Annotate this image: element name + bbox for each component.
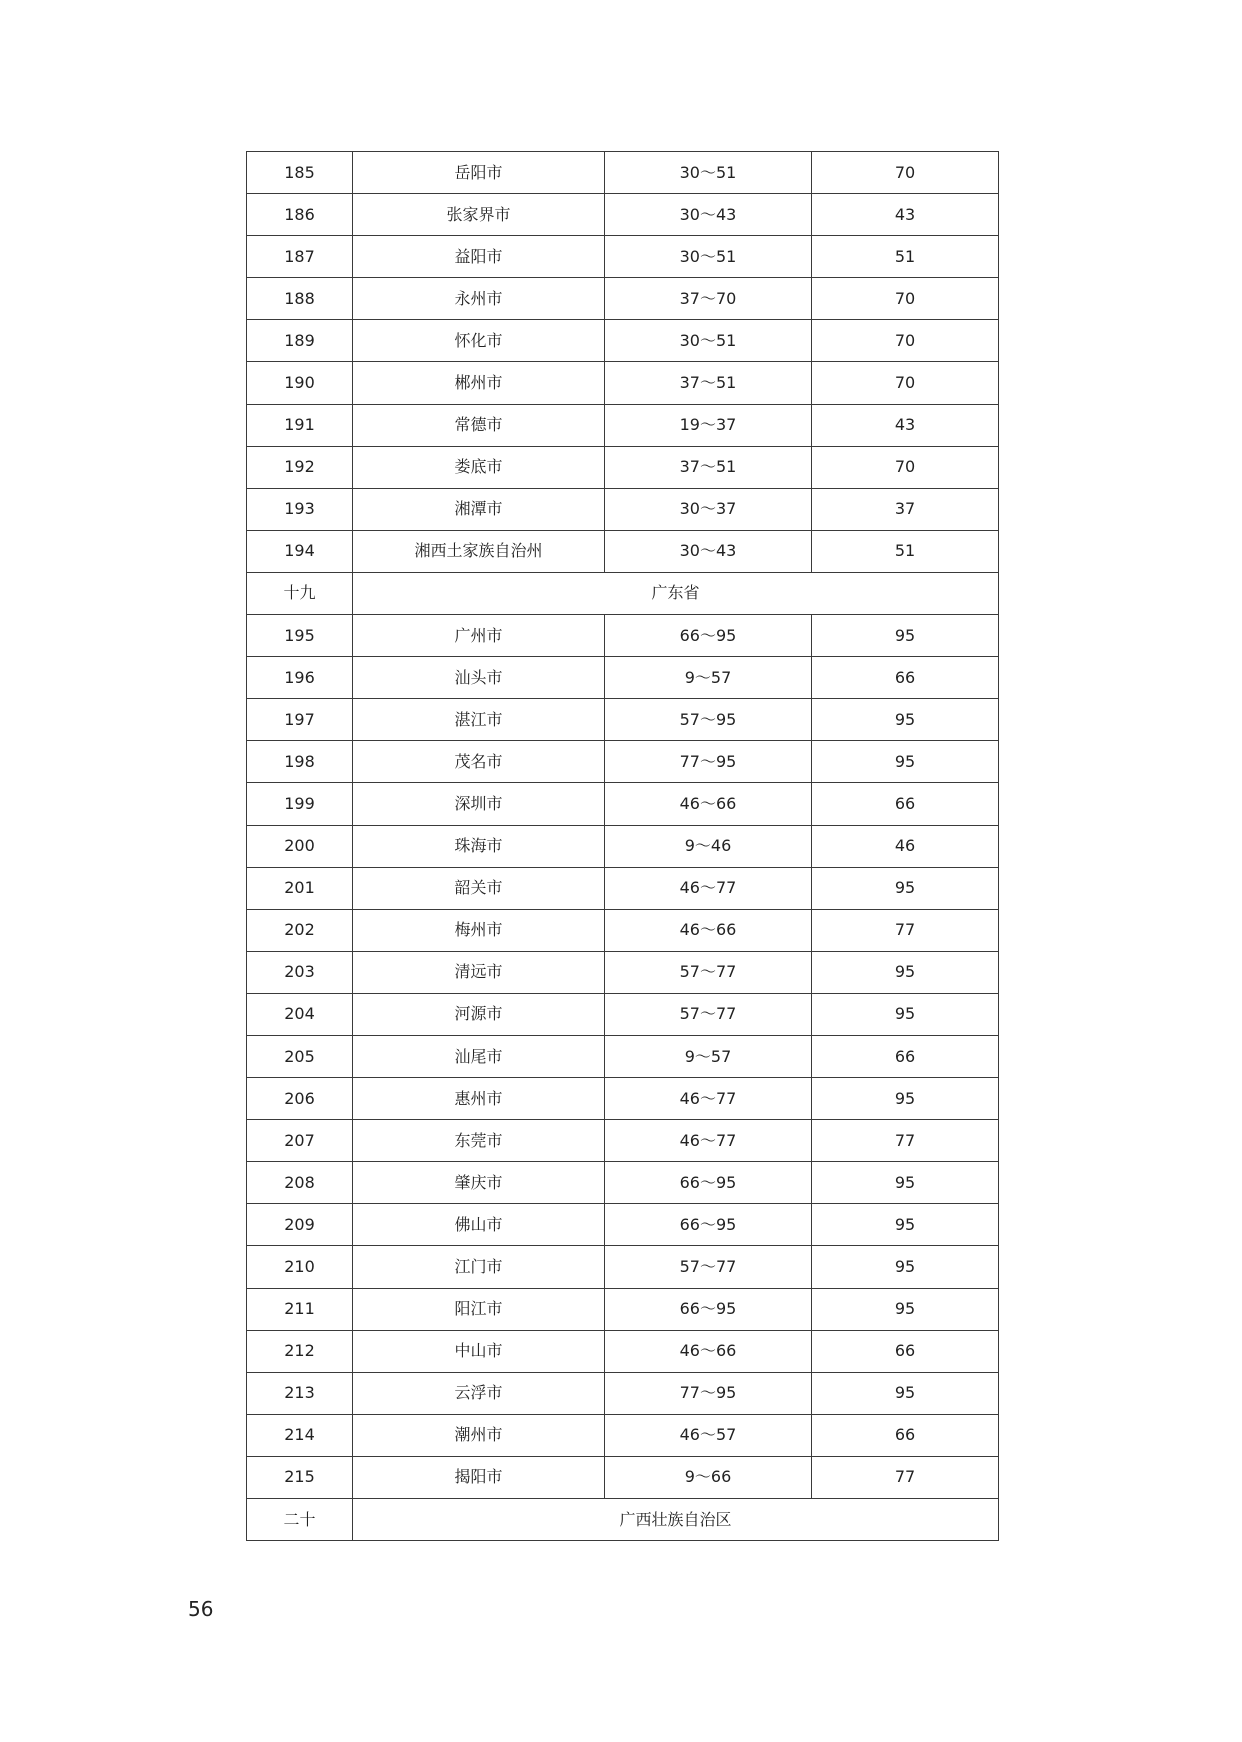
section-number: 十九 [247, 572, 353, 614]
range-cell: 9～57 [605, 657, 812, 699]
table-row [247, 488, 999, 530]
range-cell: 46～66 [605, 1330, 812, 1372]
range-cell: 30～43 [605, 194, 812, 236]
range-cell: 66～95 [605, 1288, 812, 1330]
value-cell: 95 [812, 1204, 999, 1246]
range-cell: 46～77 [605, 867, 812, 909]
value-cell: 70 [812, 446, 999, 488]
value-cell: 70 [812, 362, 999, 404]
city-name-cell: 肇庆市 [353, 1162, 605, 1204]
city-name-cell: 中山市 [353, 1330, 605, 1372]
value-cell: 66 [812, 783, 999, 825]
city-name-cell: 佛山市 [353, 1204, 605, 1246]
row-number-cell: 209 [247, 1204, 353, 1246]
value-cell: 70 [812, 152, 999, 194]
city-name-cell: 汕尾市 [353, 1035, 605, 1077]
range-cell: 77～95 [605, 1372, 812, 1414]
table-row [247, 1162, 999, 1204]
table-row [247, 236, 999, 278]
city-name-cell: 娄底市 [353, 446, 605, 488]
table-row [247, 1288, 999, 1330]
value-cell: 66 [812, 657, 999, 699]
city-name-cell: 怀化市 [353, 320, 605, 362]
range-cell: 37～51 [605, 362, 812, 404]
section-header-row [247, 572, 999, 614]
value-cell: 66 [812, 1414, 999, 1456]
row-number-cell: 212 [247, 1330, 353, 1372]
value-cell: 95 [812, 1246, 999, 1288]
table-row [247, 152, 999, 194]
range-cell: 57～77 [605, 951, 812, 993]
value-cell: 66 [812, 1330, 999, 1372]
city-name-cell: 常德市 [353, 404, 605, 446]
data-table [246, 151, 999, 1541]
row-number-cell: 200 [247, 825, 353, 867]
city-name-cell: 惠州市 [353, 1078, 605, 1120]
row-number-cell: 195 [247, 615, 353, 657]
value-cell: 77 [812, 1120, 999, 1162]
city-name-cell: 江门市 [353, 1246, 605, 1288]
city-name-cell: 郴州市 [353, 362, 605, 404]
city-name-cell: 深圳市 [353, 783, 605, 825]
range-cell: 77～95 [605, 741, 812, 783]
row-number-cell: 187 [247, 236, 353, 278]
city-name-cell: 湛江市 [353, 699, 605, 741]
value-cell: 95 [812, 1078, 999, 1120]
table-row [247, 615, 999, 657]
value-cell: 95 [812, 1372, 999, 1414]
row-number-cell: 211 [247, 1288, 353, 1330]
row-number-cell: 207 [247, 1120, 353, 1162]
range-cell: 57～95 [605, 699, 812, 741]
range-cell: 9～57 [605, 1035, 812, 1077]
city-name-cell: 潮州市 [353, 1414, 605, 1456]
row-number-cell: 198 [247, 741, 353, 783]
range-cell: 46～57 [605, 1414, 812, 1456]
row-number-cell: 186 [247, 194, 353, 236]
row-number-cell: 213 [247, 1372, 353, 1414]
value-cell: 95 [812, 615, 999, 657]
range-cell: 30～51 [605, 152, 812, 194]
range-cell: 19～37 [605, 404, 812, 446]
table-row [247, 1414, 999, 1456]
row-number-cell: 192 [247, 446, 353, 488]
row-number-cell: 202 [247, 909, 353, 951]
row-number-cell: 205 [247, 1035, 353, 1077]
city-name-cell: 汕头市 [353, 657, 605, 699]
value-cell: 46 [812, 825, 999, 867]
table-row [247, 1120, 999, 1162]
range-cell: 66～95 [605, 1204, 812, 1246]
value-cell: 95 [812, 1288, 999, 1330]
table-row [247, 404, 999, 446]
range-cell: 66～95 [605, 1162, 812, 1204]
row-number-cell: 191 [247, 404, 353, 446]
value-cell: 43 [812, 194, 999, 236]
row-number-cell: 199 [247, 783, 353, 825]
range-cell: 30～51 [605, 236, 812, 278]
value-cell: 95 [812, 1162, 999, 1204]
range-cell: 37～70 [605, 278, 812, 320]
table-row [247, 867, 999, 909]
row-number-cell: 189 [247, 320, 353, 362]
table-row [247, 320, 999, 362]
city-name-cell: 河源市 [353, 993, 605, 1035]
value-cell: 51 [812, 236, 999, 278]
table-row [247, 993, 999, 1035]
range-cell: 9～46 [605, 825, 812, 867]
city-name-cell: 韶关市 [353, 867, 605, 909]
table-row [247, 446, 999, 488]
value-cell: 95 [812, 867, 999, 909]
city-name-cell: 湘西土家族自治州 [353, 530, 605, 572]
table-row [247, 699, 999, 741]
row-number-cell: 208 [247, 1162, 353, 1204]
row-number-cell: 185 [247, 152, 353, 194]
city-name-cell: 湘潭市 [353, 488, 605, 530]
range-cell: 66～95 [605, 615, 812, 657]
section-header-row [247, 1499, 999, 1541]
value-cell: 95 [812, 951, 999, 993]
value-cell: 66 [812, 1035, 999, 1077]
city-name-cell: 云浮市 [353, 1372, 605, 1414]
table-row [247, 951, 999, 993]
value-cell: 95 [812, 699, 999, 741]
value-cell: 70 [812, 320, 999, 362]
city-name-cell: 东莞市 [353, 1120, 605, 1162]
city-name-cell: 广州市 [353, 615, 605, 657]
range-cell: 37～51 [605, 446, 812, 488]
range-cell: 57～77 [605, 993, 812, 1035]
table-row [247, 1372, 999, 1414]
value-cell: 95 [812, 993, 999, 1035]
range-cell: 30～43 [605, 530, 812, 572]
row-number-cell: 194 [247, 530, 353, 572]
section-title: 广西壮族自治区 [353, 1499, 999, 1541]
table-row [247, 530, 999, 572]
row-number-cell: 206 [247, 1078, 353, 1120]
table-body [247, 152, 999, 1541]
range-cell: 46～66 [605, 783, 812, 825]
row-number-cell: 215 [247, 1456, 353, 1498]
city-name-cell: 益阳市 [353, 236, 605, 278]
row-number-cell: 190 [247, 362, 353, 404]
table-row [247, 1456, 999, 1498]
range-cell: 30～51 [605, 320, 812, 362]
page-number: 56 [188, 1597, 214, 1621]
city-name-cell: 茂名市 [353, 741, 605, 783]
table-row [247, 783, 999, 825]
value-cell: 37 [812, 488, 999, 530]
table-row [247, 194, 999, 236]
table-row [247, 1035, 999, 1077]
range-cell: 46～77 [605, 1078, 812, 1120]
table-row [247, 1204, 999, 1246]
city-name-cell: 阳江市 [353, 1288, 605, 1330]
range-cell: 30～37 [605, 488, 812, 530]
city-name-cell: 永州市 [353, 278, 605, 320]
row-number-cell: 214 [247, 1414, 353, 1456]
city-name-cell: 梅州市 [353, 909, 605, 951]
table-row [247, 657, 999, 699]
row-number-cell: 201 [247, 867, 353, 909]
range-cell: 46～77 [605, 1120, 812, 1162]
table-row [247, 278, 999, 320]
row-number-cell: 188 [247, 278, 353, 320]
value-cell: 51 [812, 530, 999, 572]
range-cell: 57～77 [605, 1246, 812, 1288]
value-cell: 43 [812, 404, 999, 446]
value-cell: 70 [812, 278, 999, 320]
range-cell: 46～66 [605, 909, 812, 951]
section-number: 二十 [247, 1499, 353, 1541]
table-row [247, 1246, 999, 1288]
city-name-cell: 珠海市 [353, 825, 605, 867]
row-number-cell: 204 [247, 993, 353, 1035]
row-number-cell: 193 [247, 488, 353, 530]
row-number-cell: 197 [247, 699, 353, 741]
table-row [247, 741, 999, 783]
row-number-cell: 210 [247, 1246, 353, 1288]
row-number-cell: 203 [247, 951, 353, 993]
city-name-cell: 张家界市 [353, 194, 605, 236]
range-cell: 9～66 [605, 1456, 812, 1498]
table-row [247, 1078, 999, 1120]
section-title: 广东省 [353, 572, 999, 614]
value-cell: 77 [812, 909, 999, 951]
city-name-cell: 清远市 [353, 951, 605, 993]
value-cell: 77 [812, 1456, 999, 1498]
city-name-cell: 揭阳市 [353, 1456, 605, 1498]
table-row [247, 362, 999, 404]
table-row [247, 825, 999, 867]
value-cell: 95 [812, 741, 999, 783]
row-number-cell: 196 [247, 657, 353, 699]
city-name-cell: 岳阳市 [353, 152, 605, 194]
table-row [247, 1330, 999, 1372]
table-row [247, 909, 999, 951]
